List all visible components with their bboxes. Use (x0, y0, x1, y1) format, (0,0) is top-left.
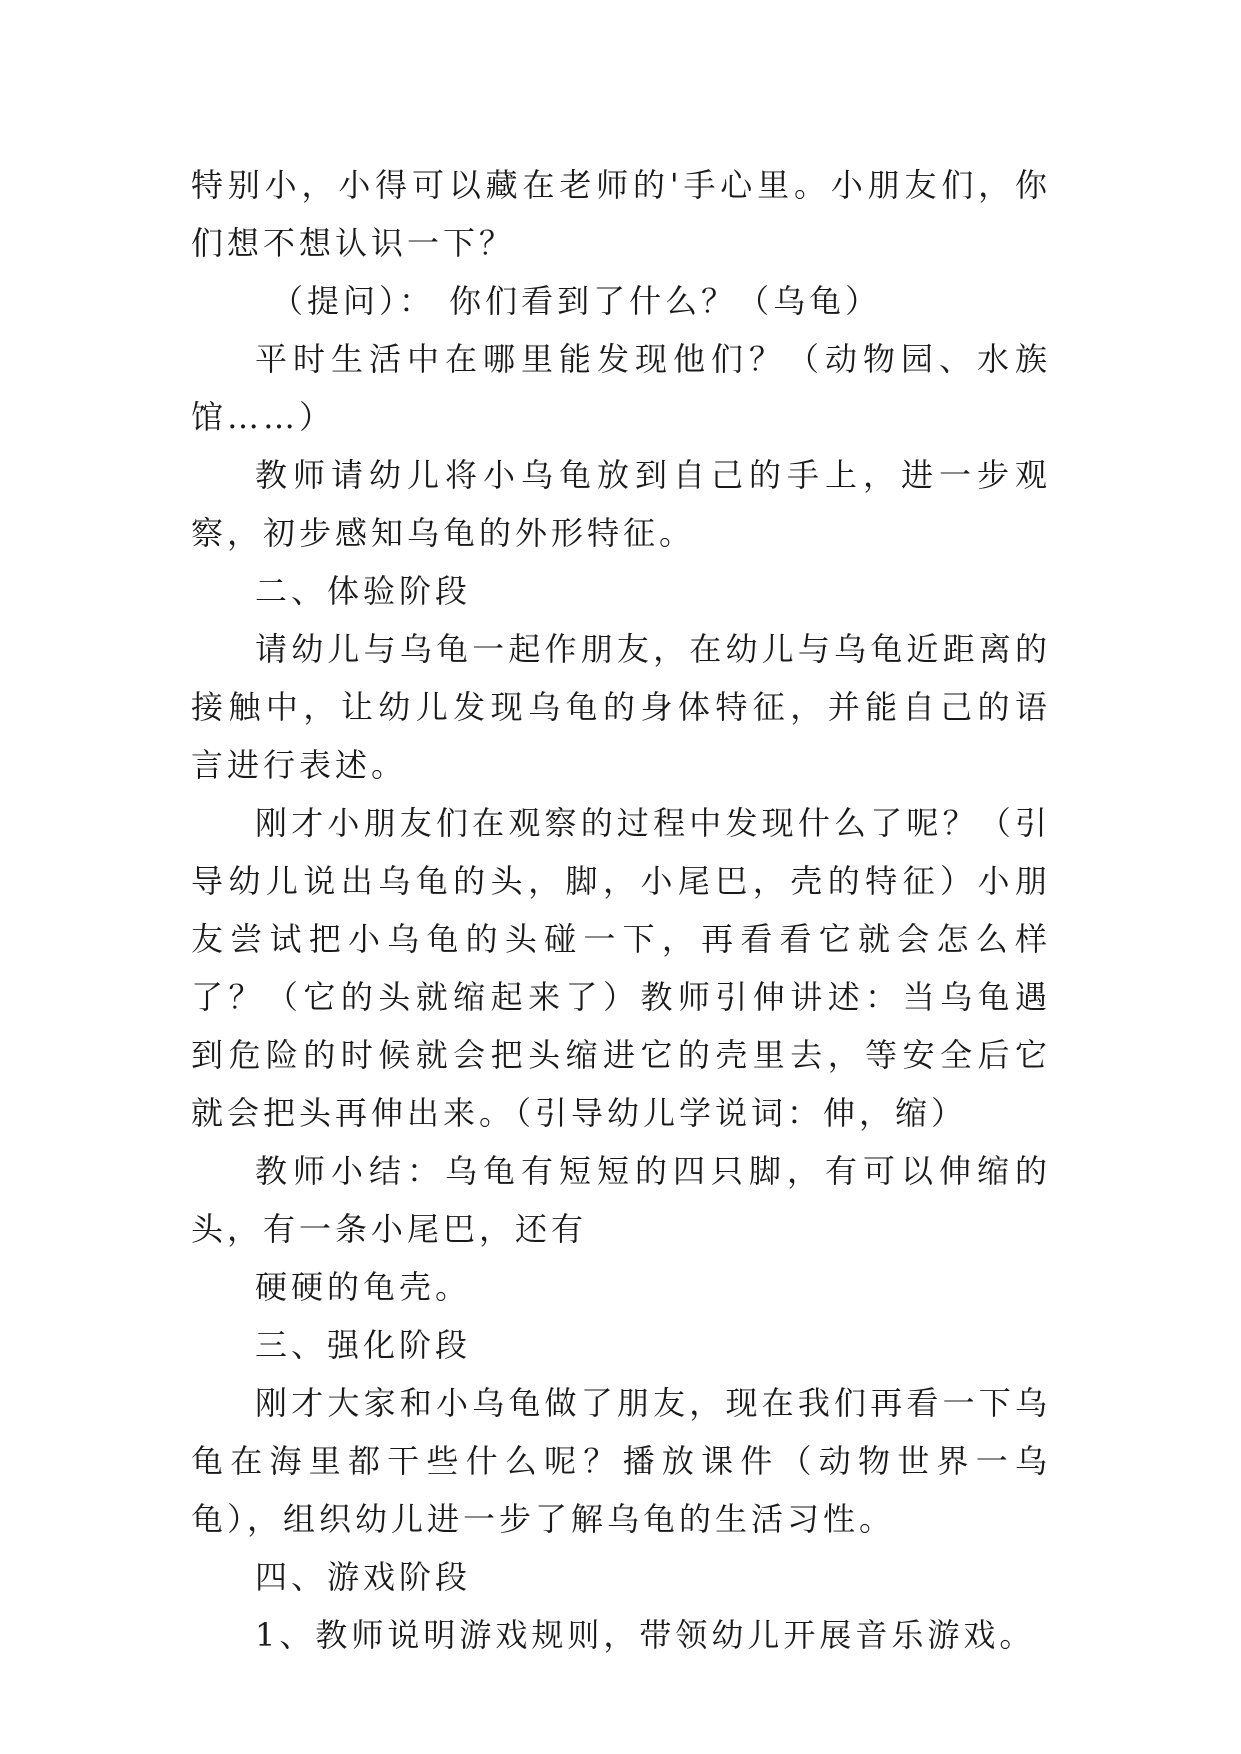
paragraph-discovery: 刚才小朋友们在观察的过程中发现什么了呢？（引导幼儿说出乌龟的头，脚，小尾巴，壳的特征）小朋友尝试把小乌龟的头碰一下，再看看它就会怎么样了？（它的头就缩起来了）教师引伸讲述：当乌龟遇到危险的时候就会把头缩进它的壳里去，等安全后它就会把头再伸出来。（引导幼儿学说词：伸，缩） (191, 804, 1051, 1132)
paragraph-where-found: 平时生活中在哪里能发现他们？（动物园、水族馆……） (191, 340, 1051, 436)
paragraph-question: （提问）： 你们看到了什么？（乌龟） (271, 282, 882, 320)
paragraph-intro-continued: 特别小，小得可以藏在老师的'手心里。小朋友们，你们想不想认识一下？ (191, 166, 1051, 262)
document-body (191, 156, 1051, 1664)
heading-experience-stage: 二、体验阶段 (255, 572, 472, 610)
paragraph-observe: 教师请幼儿将小乌龟放到自己的手上，进一步观察，初步感知乌龟的外形特征。 (191, 456, 1051, 552)
heading-game-stage: 四、游戏阶段 (255, 1558, 472, 1596)
paragraph-game-rules: 1、教师说明游戏规则，带领幼儿开展音乐游戏。 (255, 1616, 1036, 1654)
paragraph-summary-end: 硬硬的龟壳。 (255, 1268, 472, 1306)
paragraph-summary: 教师小结：乌龟有短短的四只脚，有可以伸缩的头，有一条小尾巴，还有 (191, 1152, 1051, 1248)
paragraph-make-friends: 请幼儿与乌龟一起作朋友，在幼儿与乌龟近距离的接触中，让幼儿发现乌龟的身体特征，并能自己的语言进行表述。 (191, 630, 1051, 784)
heading-reinforce-stage: 三、强化阶段 (255, 1326, 472, 1364)
paragraph-courseware: 刚才大家和小乌龟做了朋友，现在我们再看一下乌龟在海里都干些什么呢？播放课件（动物世界一乌龟），组织幼儿进一步了解乌龟的生活习性。 (191, 1384, 1051, 1538)
